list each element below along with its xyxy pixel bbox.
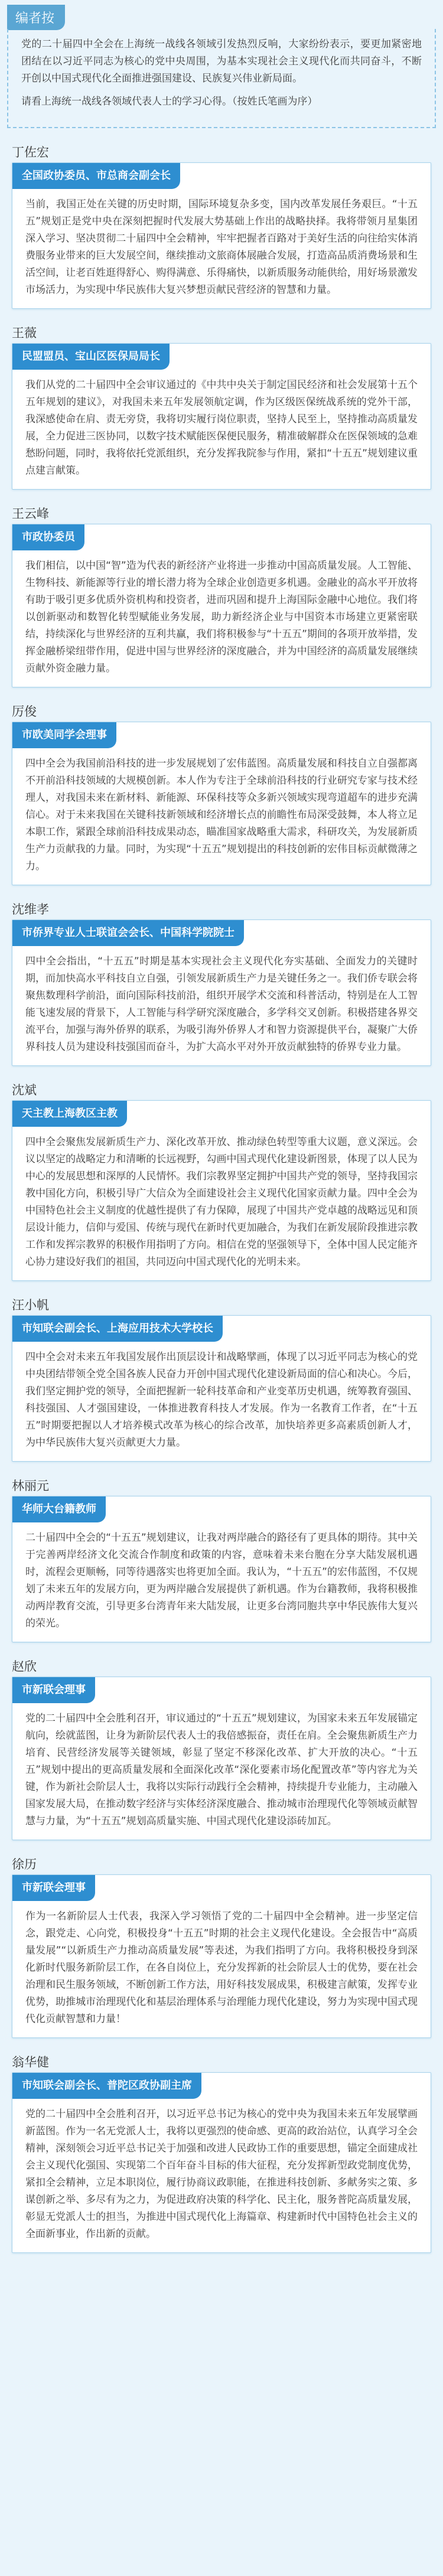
person-title-badge: 天主教上海教区主教 (12, 1101, 127, 1127)
person-name: 汪小帆 (12, 1298, 49, 1312)
person-section (0, 1295, 443, 1462)
person-card (12, 919, 431, 1066)
person-title-badge: 市侨界专业人士联谊会会长、中国科学院院士 (12, 920, 244, 946)
person-name: 厉俊 (12, 705, 37, 719)
person-card (12, 162, 431, 309)
person-name: 翁华健 (12, 2055, 49, 2069)
person-statement: 四中全会对未来五年我国发展作出顶层设计和战略擘画，体现了以习近平同志为核心的党中央团结带领全党全国各族人民奋力开创中国式现代化建设新局面的信心和决心。今后，我们坚定拥护党的领导，全面把握新一轮科技革命和产业变革历史机遇，统筹教育强国、科技强国、人才强国建设，一体推进教育科技人才发展。作为一名教育工作者，在“十五五”时期要把握以人才培养模式改革为核心的综合改革，加快培养更多高素质创新人才，为中华民族伟大复兴贡献更大力量。 (25, 1351, 418, 1449)
person-statement: 四中全会指出，“十五五”时期是基本实现社会主义现代化夯实基础、全面发力的关键时期，而加快高水平科技自立自强，引领发展新质生产力是关键任务之一。我们侨专联会将聚焦数理科学前沿，面向国际科技前沿，组织开展学术交流和科普活动，特别是在人工智能飞速发展的背景下，人工智能与科学研究深度融合，多学科交叉创新。积极搭建各界交流平台，加强与海外侨界的联系，为吸引海外侨界人才和智力资源提供平台，凝聚广大侨界科技人员为建设科技强国而奋斗，为扩大高水平对外开放贡献独特的侨界专业力量。 (25, 956, 418, 1053)
person-title-badge: 市知联会副会长、普陀区政协副主席 (12, 2073, 201, 2099)
person-statement: 党的二十届四中全会胜利召开，以习近平总书记为核心的党中央为我国未来五年发展擘画新蓝图。作为一名无党派人士，我将以更强烈的使命感、更高的政治站位，认真学习全会精神，深刻领会习近平总书记关于加强和改进人民政协工作的重要思想，锚定全面建成社会主义现代化强国、实现第二个百年奋斗目标的伟大征程，充分发挥新型政党制度优势，紧扣全会精神，立足本职岗位，履行协商议政职能，在推进科技创新、多献务实之策、多谋创新之举、多尽有为之力，为促进政府决策的科学化、民主化，服务普陀高质量发展，彰显无党派人士的担当，为推进中国式现代化上海篇章、构建新时代中国特色社会主义的全面新事业，作出新的贡献。 (25, 2108, 418, 2240)
person-statement: 四中全会聚焦发展新质生产力、深化改革开放、推动绿色转型等重大议题，意义深远。会议以坚定的战略定力和清晰的长远视野，勾画中国式现代化建设新图景，体现了以人民为中心的发展思想和深厚的人民情怀。我们宗教界坚定拥护中国共产党的领导，坚持我国宗教中国化方向，积极引导广大信众为全面建设社会主义现代化国家贡献力量。四中全会为中国特色社会主义制度的优越性提供了有力保障，展现了中国共产党卓越的战略远见和顶层设计能力，信仰与爱国、传统与现代在新时代更加融合，为我们在新发展阶段推进宗教工作和发挥宗教界的积极作用指明了方向。相信在党的坚强领导下，全体中国人民定能齐心协力建设好我们的祖国，共同迈向中国式现代化的光明未来。 (25, 1136, 418, 1268)
person-section (0, 1854, 443, 2038)
person-section (0, 1476, 443, 1642)
person-statement: 二十届四中全会的“十五五”规划建议，让我对两岸融合的路径有了更具体的期待。其中关于完善两岸经济文化交流合作制度和政策的内容，意味着未来台胞在分享大陆发展机遇时，流程会更顺畅，同等待遇落实也将更加全面。我认为，“十五五”的宏伟蓝图，不仅规划了未来五年的发展方向，更为两岸融合发展提供了新机遇。作为台籍教师，我将积极推动两岸教育交流，引导更多台湾青年来大陆发展，让更多台湾同胞共享中华民族伟大复兴的荣光。 (25, 1532, 418, 1629)
person-statement: 作为一名新阶层人士代表，我深入学习领悟了党的二十届四中全会精神。进一步坚定信念，跟党走、心向党，积极投身“十五五”时期的社会主义现代化建设。全会报告中“高质量发展”“以新质生产力推动高质量发展”等表述，为我们指明了方向。我将积极投身到深化新时代服务新阶层工作，在各自岗位上，充分发挥新的社会阶层人士的优势，要在社会治理和民生服务领域，不断创新工作方法，用好科技发展成果，积极建言献策，发挥专业优势，助推城市治理现代化和基层治理体系与治理能力现代化建设，努力为实现中国式现代化贡献智慧和力量！ (25, 1910, 418, 2025)
person-statement: 我们从党的二十届四中全会审议通过的《中共中央关于制定国民经济和社会发展第十五个五年规划的建议》，对我国未来五年发展领航定调，作为区级医保统战系统的党外干部，我深感使命在肩、责无旁贷，我将切实履行岗位职责，坚持人民至上，坚持推动高质量发展，全力促进三医协同，以数字技术赋能医保便民服务，精准破解群众在医保领域的急难愁盼问题，同时，我将依托党派组织，充分发挥我院参与作用，紧扣“十五五”规划建议重点建言献策。 (25, 379, 418, 477)
person-statement: 党的二十届四中全会胜利召开，审议通过的“十五五”规划建议，为国家未来五年发展锚定航向，绘就蓝图，让身为新阶层代表人士的我倍感振奋，责任在肩。全会聚焦新质生产力培育、民营经济发展等关键领域，彰显了坚定不移深化改革、扩大开放的决心。“十五五”规划中提出的更高质量发展和全面深化改革“深化要素市场化配置改革”等内容尤为关键，作为新社会阶层人士，我将以实际行动践行全会精神，持续提升专业能力，主动融入国家发展大局，在推动数字经济与实体经济深度融合、推动城市治理现代化等领域贡献智慧与力量，为“十五五”规划高质量实施、中国式现代化建设添砖加瓦。 (25, 1713, 418, 1827)
person-statement: 我们相信，以中国“智”造为代表的新经济产业将进一步推动中国高质量发展。人工智能、生物科技、新能源等行业的增长潜力将为全球企业创造更多机遇。金融业的高水平开放将有助于吸引更多优质外资机构和投资者，进而巩固和提升上海国际金融中心地位。我们将以创新驱动和数智化转型赋能业务发展，助力新经济企业与中国资本市场建立更紧密联结，持续深化与世界经济的互利共赢，我们将积极参与“十五五”期间的各项开放举措，发挥金融桥梁纽带作用，促进中国与世界经济的深度融合，并为中国经济的高质量发展继续贡献外资金融力量。 (25, 560, 418, 674)
editor-note (0, 0, 443, 128)
person-name: 林丽元 (12, 1479, 49, 1493)
person-card (12, 1677, 431, 1840)
person-name: 沈斌 (12, 1083, 37, 1097)
person-statement: 当前，我国正处在关键的历史时期，国际环境复杂多变，国内改革发展任务艰巨。“十五五”规划正是党中央在深刻把握时代发展大势基础上作出的战略抉择。我将带领月星集团深入学习、坚决贯彻二十届四中全会精神，牢牢把握者百路对于美好生活的向往给实体消费服务业带来的巨大发展空间，继续推动文旅商体展融合发展，打造高品质消费场景和生活空间，让老百姓逛得舒心、购得满意、乐得痛快，以新质服务动能供给，用好场景激发市场活力，为实现中华民族伟大复兴梦想贡献民营经济的智慧和力量。 (25, 198, 418, 296)
person-card (12, 343, 431, 490)
person-section (0, 899, 443, 1066)
person-card (12, 722, 431, 885)
person-section (0, 1657, 443, 1840)
person-section (0, 323, 443, 490)
person-card (12, 1100, 431, 1281)
person-card (12, 2072, 431, 2253)
person-name: 沈维孝 (12, 902, 49, 917)
person-statement: 四中全会为我国前沿科技的进一步发展规划了宏伟蓝图。高质量发展和科技自立自强都离不开前沿科技领域的大规模创新。本人作为专注于全球前沿科技的行业研究专家与技术经理人，对我国未来在新材料、新能源、环保科技等众多新兴领域实现弯道超车的进步充满信心。对于未来我国在关键科技新领域和经济增长点的前瞻性布局深受鼓舞，本人将立足本职工作，紧跟全球前沿科技成果动态，瞄准国家战略重大需求，科研攻关，为发展新质生产力贡献我的力量。同时，为实现“十五五”规划提出的科技创新的宏伟目标贡献微薄之力。 (25, 758, 418, 872)
person-name: 王薇 (12, 326, 37, 340)
person-name: 徐历 (12, 1857, 37, 1871)
person-title-badge: 市知联会副会长、上海应用技术大学校长 (12, 1316, 223, 1342)
person-name: 赵欣 (12, 1659, 37, 1674)
person-card (12, 1496, 431, 1642)
person-section (0, 504, 443, 687)
person-title-badge: 市欧美同学会理事 (12, 722, 116, 748)
person-section (0, 2052, 443, 2253)
person-title-badge: 民盟盟员、宝山区医保局局长 (12, 344, 170, 370)
person-section (0, 142, 443, 309)
editor-note-paragraph: 党的二十届四中全会在上海统一战线各领域引发热烈反响，大家纷纷表示，要更加紧密地团结在以习近平同志为核心的党中央周围，为基本实现社会主义现代化而共同奋斗，不断开创以中国式现代化全面推进强国建设、民族复兴伟业新局面。 (21, 38, 422, 84)
editor-note-tag: 编者按 (7, 5, 65, 30)
editor-note-paragraph: 请看上海统一战线各领域代表人士的学习心得。（按姓氏笔画为序） (21, 96, 318, 107)
person-card (12, 1315, 431, 1462)
editor-note-box (7, 29, 436, 128)
person-card (12, 524, 431, 687)
person-name: 王云峰 (12, 507, 49, 521)
person-title-badge: 市政协委员 (12, 524, 84, 550)
person-title-badge: 华师大台籍教师 (12, 1496, 106, 1522)
person-title-badge: 全国政协委员、市总商会副会长 (12, 163, 180, 189)
person-card (12, 1874, 431, 2038)
person-name: 丁佐宏 (12, 145, 49, 159)
person-title-badge: 市新联会理事 (12, 1875, 95, 1901)
person-section (0, 702, 443, 885)
person-title-badge: 市新联会理事 (12, 1677, 95, 1703)
person-section (0, 1080, 443, 1281)
